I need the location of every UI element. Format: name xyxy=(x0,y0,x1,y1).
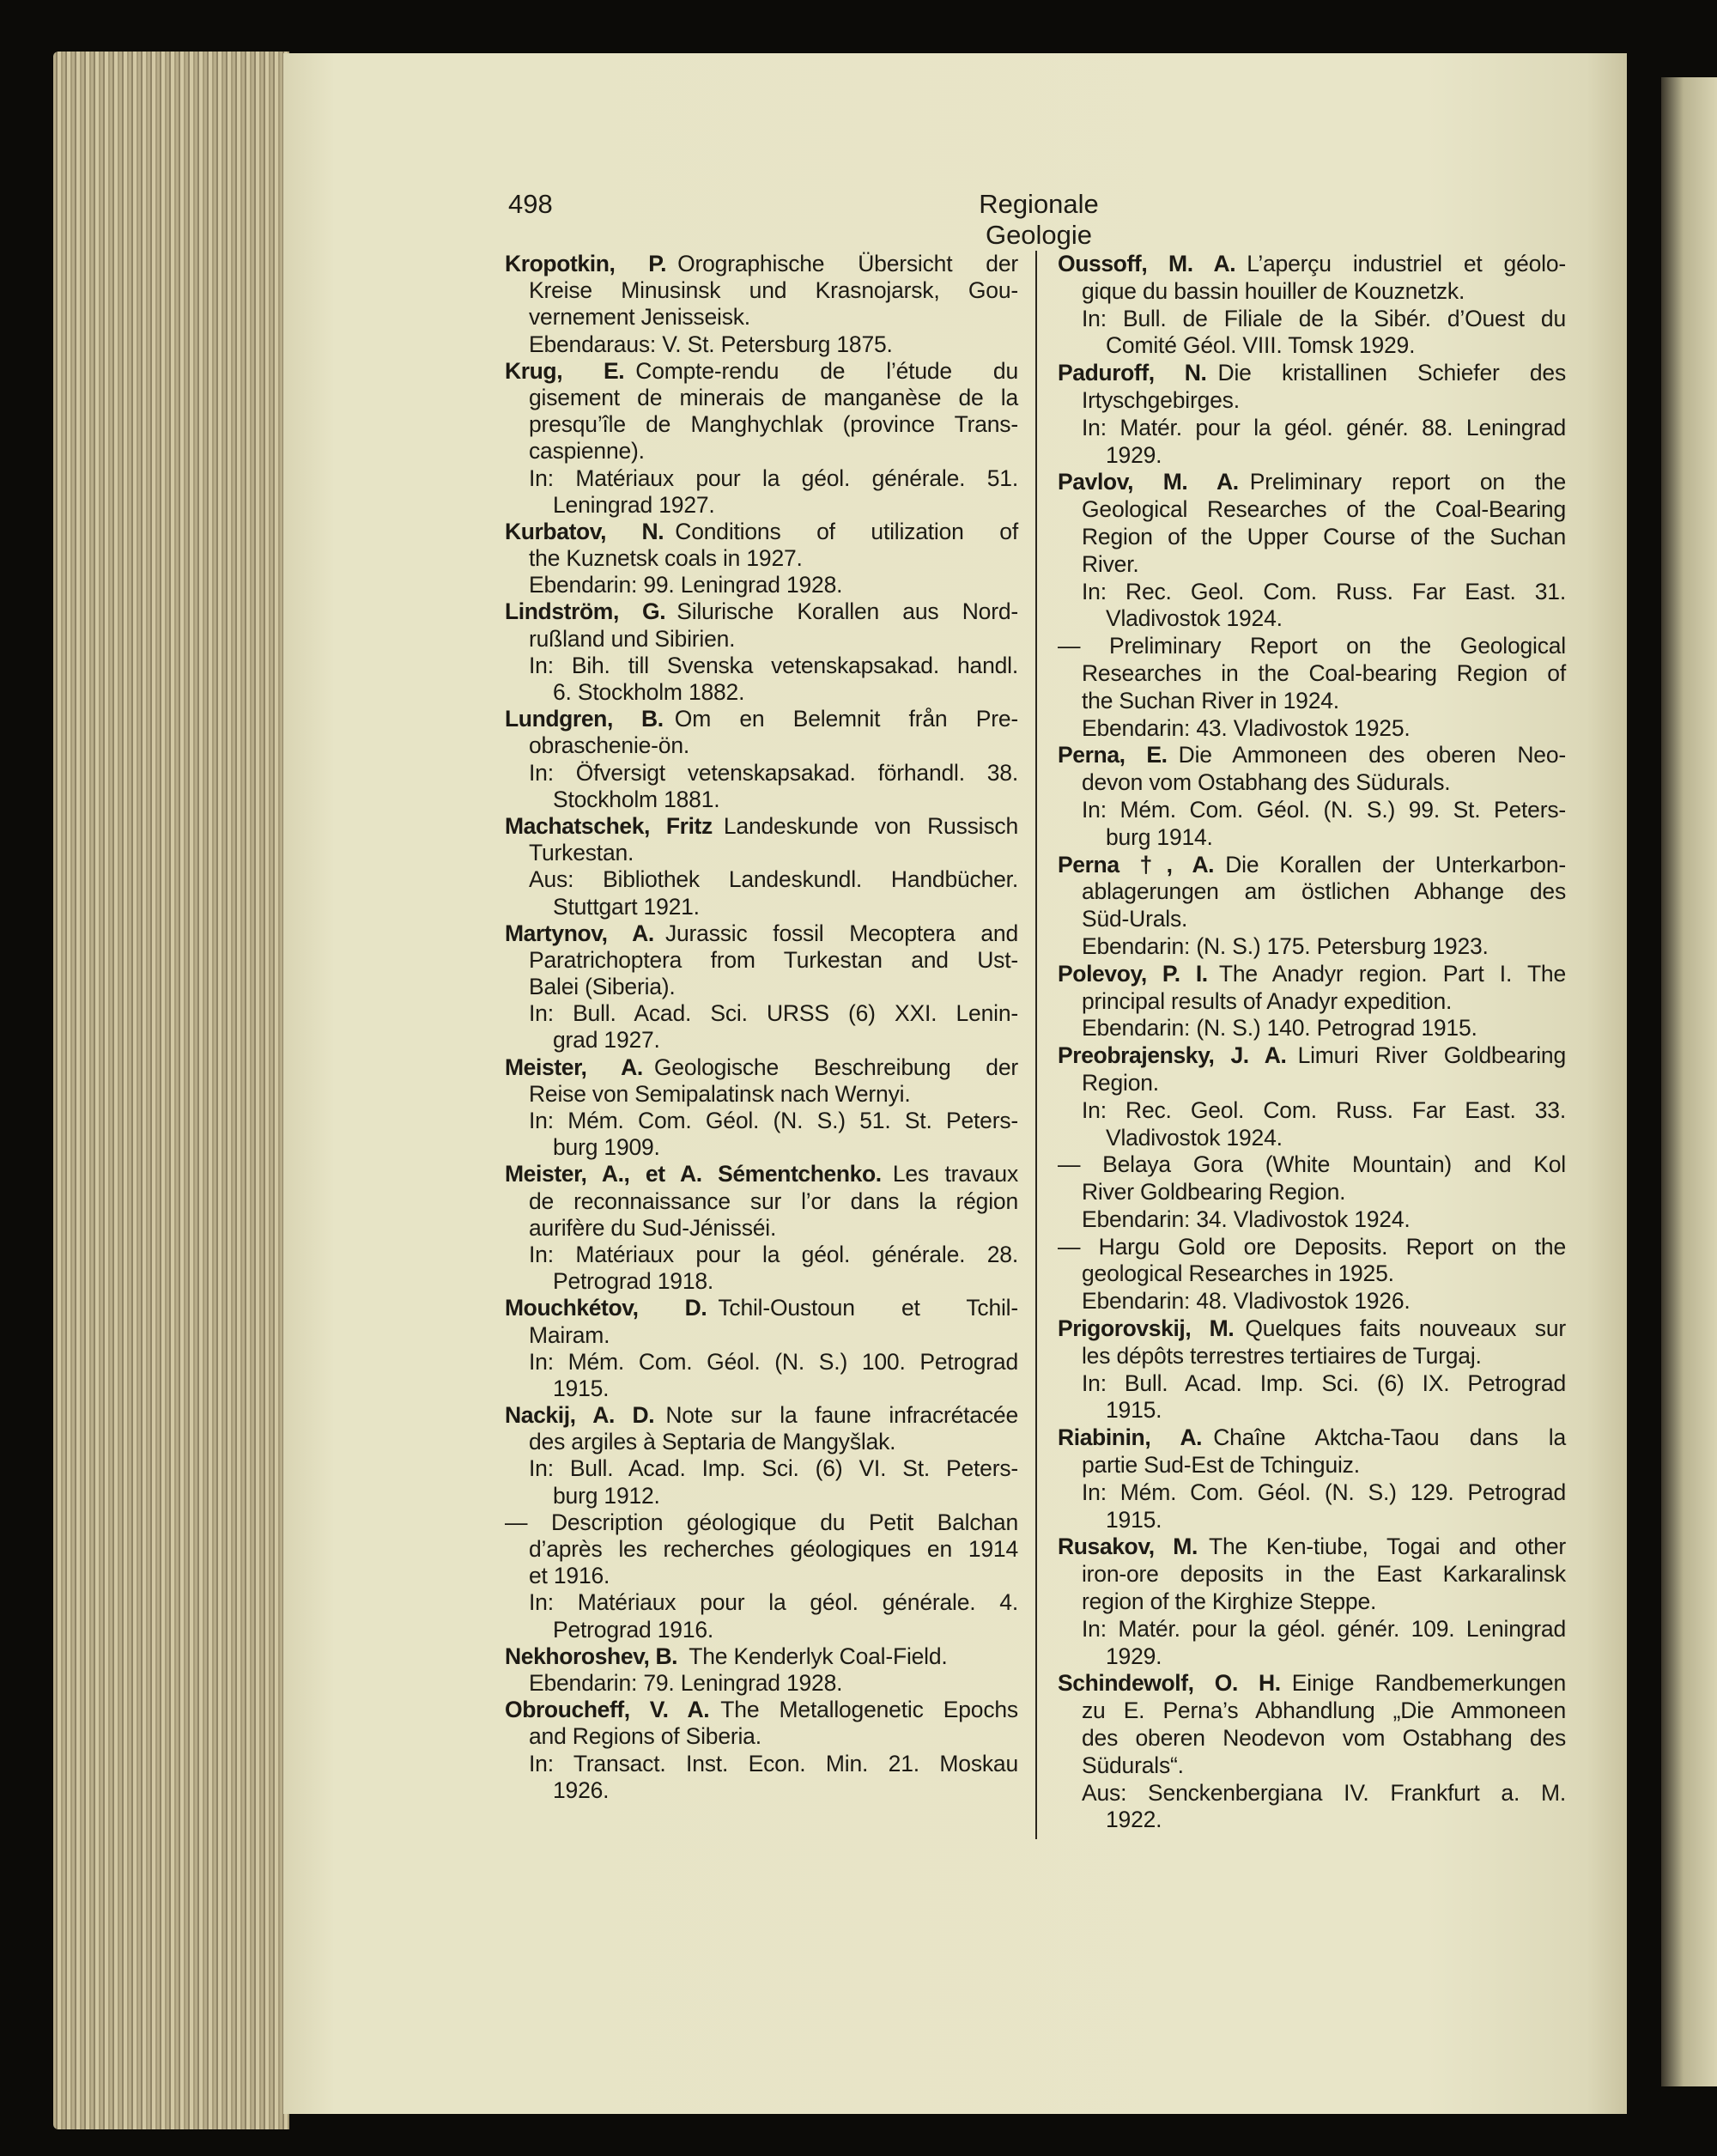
bibliography-entry xyxy=(505,1643,1018,1697)
entry-title-line xyxy=(505,1509,1018,1536)
entry-source-line xyxy=(1058,1397,1566,1424)
line-text: obraschenie-ön. xyxy=(529,732,690,759)
author-name: Martynov, A. xyxy=(505,920,654,946)
line-text: 6. Stockholm 1882. xyxy=(553,679,745,705)
bibliography-entry xyxy=(1058,1151,1566,1233)
entry-source-line xyxy=(1058,715,1566,743)
bibliography-entry xyxy=(1058,1315,1566,1424)
bibliography-entry xyxy=(1058,852,1566,961)
line-text: Leningrad 1927. xyxy=(553,491,715,518)
line-text: partie Sud-Est de Tchinguiz. xyxy=(1082,1452,1360,1479)
entry-title-line xyxy=(1058,251,1566,278)
entry-title-line xyxy=(505,947,1018,974)
bibliography-entry xyxy=(505,358,1018,519)
line-text: Geological Researches of the Coal-Bearing xyxy=(1082,496,1566,523)
entry-source-line xyxy=(505,1027,1018,1054)
line-text: River. xyxy=(1082,550,1139,577)
entry-source-line xyxy=(1058,797,1566,824)
entry-source-line xyxy=(1058,415,1566,442)
bibliography-column-right xyxy=(1058,251,1566,1834)
line-text: In: Matér. pour la géol. génér. 88. Leningrad xyxy=(1082,414,1566,440)
line-text: Conditions of utilization of xyxy=(675,518,1018,544)
entry-title-line xyxy=(505,385,1018,411)
bibliography-entry xyxy=(1058,633,1566,742)
entry-title-line xyxy=(505,411,1018,438)
line-text: In: Bull. Acad. Imp. Sci. (6) IX. Petrograd xyxy=(1082,1370,1566,1396)
line-text: L’aperçu industriel et géolo- xyxy=(1247,251,1566,276)
entry-title-line xyxy=(1058,988,1566,1016)
line-text: Mairam. xyxy=(529,1321,610,1348)
running-title: Regionale Geologie xyxy=(979,189,1099,250)
entry-source-line xyxy=(1058,306,1566,333)
author-name: Krug, E. xyxy=(505,357,625,384)
line-text: Ebendarin: (N. S.) 140. Petrograd 1915. xyxy=(1082,1015,1477,1042)
author-name: Kropotkin, P. xyxy=(505,251,667,276)
bibliography-entry xyxy=(505,1402,1018,1509)
entry-source-line xyxy=(505,1483,1018,1509)
entry-source-line xyxy=(505,1268,1018,1295)
entry-title-line xyxy=(505,1402,1018,1429)
line-text: Ebendarin: 79. Leningrad 1928. xyxy=(529,1669,843,1696)
entry-title-line xyxy=(1058,878,1566,906)
line-text: Irtyschgebirges. xyxy=(1082,386,1240,413)
bibliography-entry xyxy=(1058,1042,1566,1151)
entry-title-line xyxy=(1058,769,1566,797)
line-text: rußland und Sibirien. xyxy=(529,625,736,652)
bibliography-entry xyxy=(505,251,1018,358)
entry-title-line xyxy=(505,1081,1018,1108)
author-name: Riabinin, A. xyxy=(1058,1424,1203,1451)
line-text: Compte-rendu de l’étude du xyxy=(635,357,1018,384)
bibliography-column-left xyxy=(505,251,1018,1804)
author-name: Prigorovskij, M. xyxy=(1058,1315,1235,1342)
line-text: Paratrichoptera from Turkestan and Ust- xyxy=(529,946,1018,973)
author-name: Pavlov, M. A. xyxy=(1058,469,1239,495)
line-text: Die Ammoneen des oberen Neo- xyxy=(1178,742,1566,768)
author-name: Paduroff, N. xyxy=(1058,360,1207,386)
line-text: des oberen Neodevon vom Ostabhang des xyxy=(1082,1725,1566,1752)
entry-title-line xyxy=(505,706,1018,732)
entry-title-line xyxy=(1058,278,1566,306)
line-text: Note sur la faune infracrétacée xyxy=(665,1402,1019,1429)
author-name: Polevoy, P. I. xyxy=(1058,960,1208,987)
entry-title-line xyxy=(1058,469,1566,496)
line-text: Region. xyxy=(1082,1069,1159,1096)
entry-source-line xyxy=(505,679,1018,706)
entry-title-line xyxy=(505,304,1018,331)
entry-source-line xyxy=(505,866,1018,893)
entry-title-line xyxy=(505,974,1018,1000)
line-text: the Kuznetsk coals in 1927. xyxy=(529,545,803,572)
bibliography-entry xyxy=(505,813,1018,920)
entry-source-line xyxy=(505,786,1018,813)
line-text: In: Transact. Inst. Econ. Min. 21. Moskau xyxy=(529,1750,1018,1776)
line-text: Petrograd 1918. xyxy=(553,1268,714,1295)
line-text: caspienne). xyxy=(529,438,645,465)
entry-title-line xyxy=(1058,1424,1566,1452)
author-name: Preobrajensky, J. A. xyxy=(1058,1042,1287,1069)
bibliography-entry xyxy=(1058,1670,1566,1834)
entry-title-line xyxy=(1058,961,1566,988)
line-text: In: Matériaux pour la géol. générale. 28. xyxy=(529,1241,1018,1267)
entry-title-line xyxy=(505,626,1018,653)
bibliography-entry xyxy=(1058,360,1566,469)
line-text: Aus: Senckenbergiana IV. Frankfurt a. M. xyxy=(1082,1779,1566,1806)
line-text: Region of the Upper Course of the Suchan xyxy=(1082,523,1566,550)
bibliography-entry xyxy=(505,1295,1018,1402)
line-text: Ebendarin: (N. S.) 175. Petersburg 1923. xyxy=(1082,932,1489,959)
line-text: — Description géologique du Petit Balchan xyxy=(505,1509,1018,1535)
entry-title-line xyxy=(505,1536,1018,1563)
line-text: de reconnaissance sur l’or dans la région xyxy=(529,1187,1018,1214)
line-text: Süd-Urals. xyxy=(1082,906,1188,932)
author-name: Kurbatov, N. xyxy=(505,518,664,544)
line-text: Ebendaraus: V. St. Petersburg 1875. xyxy=(529,331,893,357)
author-name: Nackij, A. D. xyxy=(505,1402,655,1429)
line-text: Quelques faits nouveaux sur xyxy=(1245,1315,1566,1342)
line-text: geological Researches in 1925. xyxy=(1082,1260,1394,1287)
bibliography-entry xyxy=(505,920,1018,1054)
line-text: d’après les recherches géologiques en 1914 xyxy=(529,1536,1018,1562)
entry-source-line xyxy=(505,1349,1018,1376)
entry-source-line xyxy=(1058,1643,1566,1671)
entry-title-line xyxy=(505,1322,1018,1349)
entry-source-line xyxy=(505,1589,1018,1616)
author-name: Machatschek, Fritz xyxy=(505,812,713,839)
entry-title-line xyxy=(1058,1588,1566,1616)
entry-title-line xyxy=(1058,1697,1566,1725)
entry-source-line xyxy=(1058,1507,1566,1534)
line-text: The Ken-tiube, Togai and other xyxy=(1208,1533,1567,1560)
entry-title-line xyxy=(1058,1179,1566,1206)
author-name: Perna, E. xyxy=(1058,742,1168,768)
entry-title-line xyxy=(1058,524,1566,551)
entry-title-line xyxy=(1058,633,1566,660)
entry-title-line xyxy=(1058,1343,1566,1370)
entry-title-line xyxy=(1058,688,1566,715)
author-name: Meister, A. xyxy=(505,1054,643,1080)
line-text: Limuri River Goldbearing xyxy=(1297,1042,1566,1069)
line-text: In: Bull. de Filiale de la Sibér. d’Ouest du xyxy=(1082,305,1566,331)
author-name: Lundgren, B. xyxy=(505,706,664,732)
author-name: Oussoff, M. A. xyxy=(1058,251,1236,276)
entry-source-line xyxy=(505,1670,1018,1697)
line-text: In: Bull. Acad. Imp. Sci. (6) VI. St. Peters- xyxy=(529,1455,1018,1482)
entry-title-line xyxy=(505,1161,1018,1187)
entry-title-line xyxy=(1058,1533,1566,1561)
line-text: Reise von Semipalatinsk nach Wernyi. xyxy=(529,1080,911,1107)
author-name: Perna †, A. xyxy=(1058,851,1215,878)
line-text: Vladivostok 1924. xyxy=(1106,605,1283,632)
line-text: The Metallogenetic Epochs xyxy=(720,1697,1018,1723)
author-name: Rusakov, M. xyxy=(1058,1533,1198,1560)
line-text: Stockholm 1881. xyxy=(553,786,720,812)
entry-source-line xyxy=(1058,1015,1566,1042)
entry-title-line xyxy=(505,1563,1018,1589)
line-text: In: Bih. till Svenska vetenskapsakad. handl. xyxy=(529,652,1018,678)
entry-source-line xyxy=(1058,1780,1566,1807)
line-text: 1915. xyxy=(553,1375,610,1401)
entry-title-line xyxy=(505,277,1018,304)
line-text: principal results of Anadyr expedition. xyxy=(1082,987,1453,1014)
line-text: In: Mém. Com. Géol. (N. S.) 129. Petrograd xyxy=(1082,1479,1566,1505)
line-text: grad 1927. xyxy=(553,1027,660,1054)
entry-title-line xyxy=(1058,1260,1566,1288)
line-text: region of the Kirghize Steppe. xyxy=(1082,1588,1377,1615)
entry-source-line xyxy=(1058,579,1566,606)
author-name: Schindewolf, O. H. xyxy=(1058,1670,1281,1697)
bibliography-entry xyxy=(505,1697,1018,1804)
line-text: Die kristallinen Schiefer des xyxy=(1217,360,1566,386)
entry-title-line xyxy=(505,840,1018,866)
entry-source-line xyxy=(505,653,1018,679)
column-divider xyxy=(1035,251,1037,1839)
line-text: The Anadyr region. Part I. The xyxy=(1218,960,1567,987)
line-text: In: Matériaux pour la géol. générale. 51. xyxy=(529,465,1018,491)
line-text: Balei (Siberia). xyxy=(529,974,676,1000)
entry-source-line xyxy=(1058,1097,1566,1125)
entry-title-line xyxy=(505,920,1018,947)
line-text: Chaîne Aktcha-Taou dans la xyxy=(1213,1424,1566,1451)
entry-title-line xyxy=(505,1215,1018,1242)
facing-page-edge xyxy=(1661,77,1717,2086)
line-text: Ebendarin: 34. Vladivostok 1924. xyxy=(1082,1206,1411,1232)
bibliography-entry xyxy=(1058,961,1566,1042)
entry-source-line xyxy=(1058,442,1566,470)
line-text: Om en Belemnit från Pre- xyxy=(674,706,1018,732)
entry-title-line xyxy=(505,598,1018,625)
line-text: Preliminary report on the xyxy=(1249,469,1566,495)
author-name: Lindström, G. xyxy=(505,598,666,625)
bibliography-entry xyxy=(1058,1234,1566,1315)
line-text: vernement Jenisseisk. xyxy=(529,304,750,331)
author-name: Nekhoroshev, B. xyxy=(505,1643,678,1669)
line-text: Die Korallen der Unterkarbon- xyxy=(1225,851,1567,878)
line-text: iron-ore deposits in the East Karkaralinsk xyxy=(1082,1561,1566,1588)
entry-source-line xyxy=(505,1751,1018,1777)
line-text: burg 1914. xyxy=(1106,823,1213,850)
author-name: Obroucheff, V. A. xyxy=(505,1697,710,1723)
line-text: 1915. xyxy=(1106,1506,1162,1533)
page-number: 498 xyxy=(508,189,553,219)
entry-source-line xyxy=(1058,605,1566,633)
entry-source-line xyxy=(505,1108,1018,1134)
entry-source-line xyxy=(1058,332,1566,360)
entry-title-line xyxy=(505,1723,1018,1750)
entry-title-line xyxy=(1058,1042,1566,1070)
line-text: — Preliminary Report on the Geological xyxy=(1058,633,1566,659)
line-text: Aus: Bibliothek Landeskundl. Handbücher. xyxy=(529,866,1018,893)
bibliography-entry xyxy=(1058,742,1566,851)
line-text: In: Rec. Geol. Com. Russ. Far East. 33. xyxy=(1082,1096,1566,1123)
line-text: et 1916. xyxy=(529,1563,610,1589)
entry-title-line xyxy=(1058,1725,1566,1752)
entry-title-line xyxy=(1058,1561,1566,1588)
line-text: the Suchan River in 1924. xyxy=(1082,687,1339,714)
line-text: 1922. xyxy=(1106,1807,1162,1833)
line-text: Ebendarin: 43. Vladivostok 1925. xyxy=(1082,714,1411,741)
line-text: devon vom Ostabhang des Südurals. xyxy=(1082,769,1451,796)
line-text: les dépôts terrestres tertiaires de Turgaj. xyxy=(1082,1342,1482,1369)
bibliography-entry xyxy=(505,1509,1018,1643)
line-text: 1929. xyxy=(1106,441,1162,468)
bibliography-entry xyxy=(505,706,1018,813)
entry-title-line xyxy=(505,1054,1018,1081)
line-text: Researches in the Coal-bearing Region of xyxy=(1082,659,1566,686)
entry-source-line xyxy=(1058,1125,1566,1152)
bibliography-entry xyxy=(1058,469,1566,633)
entry-title-line xyxy=(1058,906,1566,933)
entry-source-line xyxy=(505,1134,1018,1161)
entry-title-line xyxy=(1058,1452,1566,1479)
line-text: Silurische Korallen aus Nord- xyxy=(676,598,1018,625)
entry-source-line xyxy=(505,1617,1018,1643)
entry-title-line xyxy=(1058,1070,1566,1097)
entry-source-line xyxy=(505,1242,1018,1268)
line-text: Petrograd 1916. xyxy=(553,1616,714,1643)
line-text: Tchil-Oustoun et Tchil- xyxy=(718,1295,1018,1321)
entry-title-line xyxy=(505,1643,1018,1670)
line-text: Ebendarin: 99. Leningrad 1928. xyxy=(529,572,843,598)
entry-source-line xyxy=(505,492,1018,519)
line-text: Geologische Beschreibung der xyxy=(653,1054,1018,1080)
line-text: Einige Randbemerkungen xyxy=(1291,1670,1566,1697)
entry-source-line xyxy=(1058,1288,1566,1315)
bibliography-entry xyxy=(505,519,1018,599)
line-text: The Kenderlyk Coal-Field. xyxy=(689,1643,948,1669)
line-text: 1915. xyxy=(1106,1397,1162,1424)
entry-title-line xyxy=(505,1697,1018,1723)
line-text: Les travaux xyxy=(892,1161,1018,1187)
line-text: Kreise Minusinsk und Krasnojarsk, Gou- xyxy=(529,277,1018,304)
entry-title-line xyxy=(1058,742,1566,769)
line-text: ablagerungen am östlichen Abhange des xyxy=(1082,878,1566,905)
entry-title-line xyxy=(505,358,1018,385)
entry-title-line xyxy=(1058,1315,1566,1343)
author-name: Meister, A., et A. Sémentchenko. xyxy=(505,1161,882,1187)
entry-title-line xyxy=(505,732,1018,759)
entry-source-line xyxy=(505,1376,1018,1402)
entry-title-line xyxy=(505,251,1018,277)
entry-title-line xyxy=(1058,360,1566,387)
line-text: burg 1909. xyxy=(553,1134,660,1161)
line-text: 1926. xyxy=(553,1776,610,1803)
entry-title-line xyxy=(1058,1234,1566,1261)
entry-source-line xyxy=(1058,1807,1566,1834)
line-text: aurifère du Sud-Jénisséi. xyxy=(529,1214,777,1241)
entry-source-line xyxy=(505,1000,1018,1027)
entry-title-line xyxy=(1058,551,1566,579)
entry-source-line xyxy=(1058,1370,1566,1398)
entry-title-line xyxy=(505,1188,1018,1215)
entry-title-line xyxy=(1058,496,1566,524)
bibliography-entry xyxy=(1058,1424,1566,1533)
author-name: Mouchkétov, D. xyxy=(505,1295,707,1321)
entry-title-line xyxy=(1058,387,1566,415)
entry-source-line xyxy=(1058,1616,1566,1643)
line-text: gique du bassin houiller de Kouznetzk. xyxy=(1082,277,1465,304)
entry-title-line xyxy=(1058,1151,1566,1179)
line-text: Ebendarin: 48. Vladivostok 1926. xyxy=(1082,1288,1411,1315)
line-text: gisement de minerais de manganèse de la xyxy=(529,384,1018,410)
line-text: In: Mém. Com. Géol. (N. S.) 100. Petrograd xyxy=(529,1348,1018,1375)
line-text: Turkestan. xyxy=(529,840,634,866)
entry-source-line xyxy=(505,760,1018,786)
entry-source-line xyxy=(1058,933,1566,961)
entry-title-line xyxy=(505,1429,1018,1455)
bibliography-entry xyxy=(1058,1533,1566,1670)
entry-source-line xyxy=(505,331,1018,358)
entry-title-line xyxy=(505,813,1018,840)
line-text: burg 1912. xyxy=(553,1482,660,1509)
line-text: des argiles à Septaria de Mangyšlak. xyxy=(529,1429,896,1455)
entry-source-line xyxy=(505,1777,1018,1804)
line-text: In: Mém. Com. Géol. (N. S.) 51. St. Peters- xyxy=(529,1108,1018,1133)
line-text: Orographische Übersicht der xyxy=(677,251,1018,276)
line-text: In: Matér. pour la géol. génér. 109. Leningrad xyxy=(1082,1615,1566,1642)
book-page-edges xyxy=(53,52,289,2129)
line-text: presqu’île de Manghychlak (province Trans- xyxy=(529,411,1018,438)
line-text: 1929. xyxy=(1106,1643,1162,1669)
line-text: In: Öfversigt vetenskapsakad. förhandl. 38. xyxy=(529,759,1018,786)
entry-title-line xyxy=(505,438,1018,465)
line-text: In: Matériaux pour la géol. générale. 4. xyxy=(529,1589,1018,1616)
line-text: Jurassic fossil Mecoptera and xyxy=(664,920,1018,946)
bibliography-entry xyxy=(1058,251,1566,360)
line-text: Vladivostok 1924. xyxy=(1106,1124,1283,1151)
entry-title-line xyxy=(505,519,1018,545)
entry-source-line xyxy=(505,1455,1018,1482)
entry-title-line xyxy=(1058,1752,1566,1780)
bibliography-entry xyxy=(505,598,1018,706)
bibliography-entry xyxy=(505,1161,1018,1295)
line-text: In: Bull. Acad. Sci. URSS (6) XXI. Lenin- xyxy=(529,1000,1018,1027)
entry-source-line xyxy=(505,572,1018,598)
line-text: In: Rec. Geol. Com. Russ. Far East. 31. xyxy=(1082,578,1566,604)
line-text: Südurals“. xyxy=(1082,1752,1184,1778)
line-text: Landeskunde von Russisch xyxy=(723,812,1019,839)
line-text: — Belaya Gora (White Mountain) and Kol xyxy=(1058,1151,1566,1178)
entry-title-line xyxy=(1058,1670,1566,1697)
entry-title-line xyxy=(1058,852,1566,879)
entry-title-line xyxy=(505,1295,1018,1321)
line-text: Stuttgart 1921. xyxy=(553,893,700,920)
entry-source-line xyxy=(1058,1206,1566,1234)
entry-title-line xyxy=(505,545,1018,572)
entry-source-line xyxy=(1058,824,1566,852)
entry-source-line xyxy=(1058,1479,1566,1507)
line-text: Comité Géol. VIII. Tomsk 1929. xyxy=(1106,332,1416,359)
line-text: zu E. Perna’s Abhandlung „Die Ammoneen xyxy=(1082,1697,1566,1724)
line-text: River Goldbearing Region. xyxy=(1082,1179,1346,1206)
line-text: — Hargu Gold ore Deposits. Report on the xyxy=(1058,1233,1566,1260)
line-text: and Regions of Siberia. xyxy=(529,1723,761,1750)
entry-source-line xyxy=(505,894,1018,920)
entry-source-line xyxy=(505,465,1018,492)
line-text: In: Mém. Com. Géol. (N. S.) 99. St. Peters- xyxy=(1082,796,1566,823)
bibliography-entry xyxy=(505,1054,1018,1162)
entry-title-line xyxy=(1058,660,1566,688)
